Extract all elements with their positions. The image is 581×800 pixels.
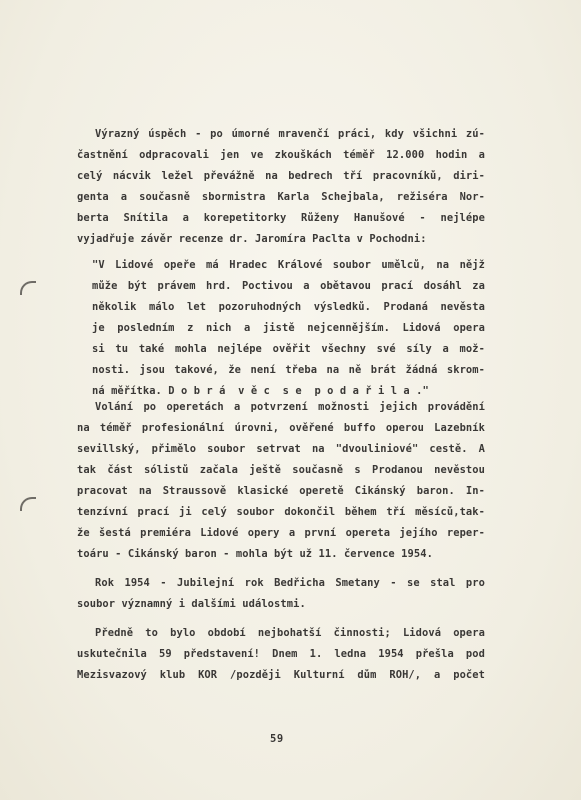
paragraph-3	[77, 577, 485, 611]
quotation-block	[92, 259, 485, 398]
punch-hole-mark	[20, 497, 36, 511]
text-line: Mezisvazový klub KOR /později Kulturní dům ROH/, a počet	[77, 669, 485, 681]
quote-line: několik málo let pozoruhodných výsledků. Prodaná nevěsta	[92, 301, 485, 313]
text-line: Výrazný úspěch - po úmorné mravenčí práci, kdy všichni zú-	[95, 128, 485, 140]
text-line: tak část sólistů začala ještě současně s Prodanou nevěstou	[77, 464, 485, 476]
quote-line: ná měřítka. D o b r á v ě c s e p o d a ř i l a ."	[92, 385, 429, 397]
text-line: častnění odpracovali jen ve zkouškách téměř 12.000 hodin a	[77, 149, 485, 161]
text-line: soubor významný i dalšími událostmi.	[77, 598, 306, 610]
quote-line: je posledním z nich a jistě nejcennějším. Lidová opera	[92, 322, 485, 334]
text-line: genta a současně sbormistra Karla Schejbala, režiséra Nor-	[77, 191, 485, 203]
text-line: Rok 1954 - Jubilejní rok Bedřicha Smetany - se stal pro	[95, 577, 485, 589]
quote-line: může být právem hrd. Poctivou a obětavou prací dosáhl za	[92, 280, 485, 292]
text-line: Předně to bylo období nejbohatší činnosti; Lidová opera	[95, 627, 485, 639]
text-line: na téměř profesionální úrovni, ověřené buffo operou Lazebník	[77, 422, 485, 434]
paragraph-4	[77, 627, 485, 682]
text-line: uskutečnila 59 představení! Dnem 1. ledna 1954 přešla pod	[77, 648, 485, 660]
page-number: 59	[270, 733, 284, 745]
paragraph-2	[77, 401, 485, 561]
text-line: sevillský, přimělo soubor setrvat na "dvouliniové" cestě. A	[77, 443, 485, 455]
text-line: tenzívní prací ji celý soubor dokončil během tří měsíců,tak-	[77, 506, 485, 518]
text-line: vyjadřuje závěr recenze dr. Jaromíra Paclta v Pochodni:	[77, 233, 427, 245]
text-line: toáru - Cikánský baron - mohla být už 11. července 1954.	[77, 548, 433, 560]
paragraph-1	[77, 128, 485, 246]
text-line: berta Snítila a korepetitorky Růženy Hanušové - nejlépe	[77, 212, 485, 224]
text-line: pracovat na Straussově klasické operetě Cikánský baron. In-	[77, 485, 485, 497]
quote-line: nosti. jsou takové, že není třeba na ně brát žádná skrom-	[92, 364, 485, 376]
text-line: že šestá premiéra Lidové opery a první opereta jejího reper-	[77, 527, 485, 539]
text-line: Volání po operetách a potvrzení možnosti jejich provádění	[95, 401, 485, 413]
punch-hole-mark	[20, 281, 36, 295]
quote-line: si tu také mohla nejlépe ověřit všechny své síly a mož-	[92, 343, 485, 355]
quote-line: "V Lidové opeře má Hradec Králové soubor umělců, na nějž	[92, 259, 485, 271]
text-line: celý nácvik ležel převážně na bedrech tří pracovníků, diri-	[77, 170, 485, 182]
